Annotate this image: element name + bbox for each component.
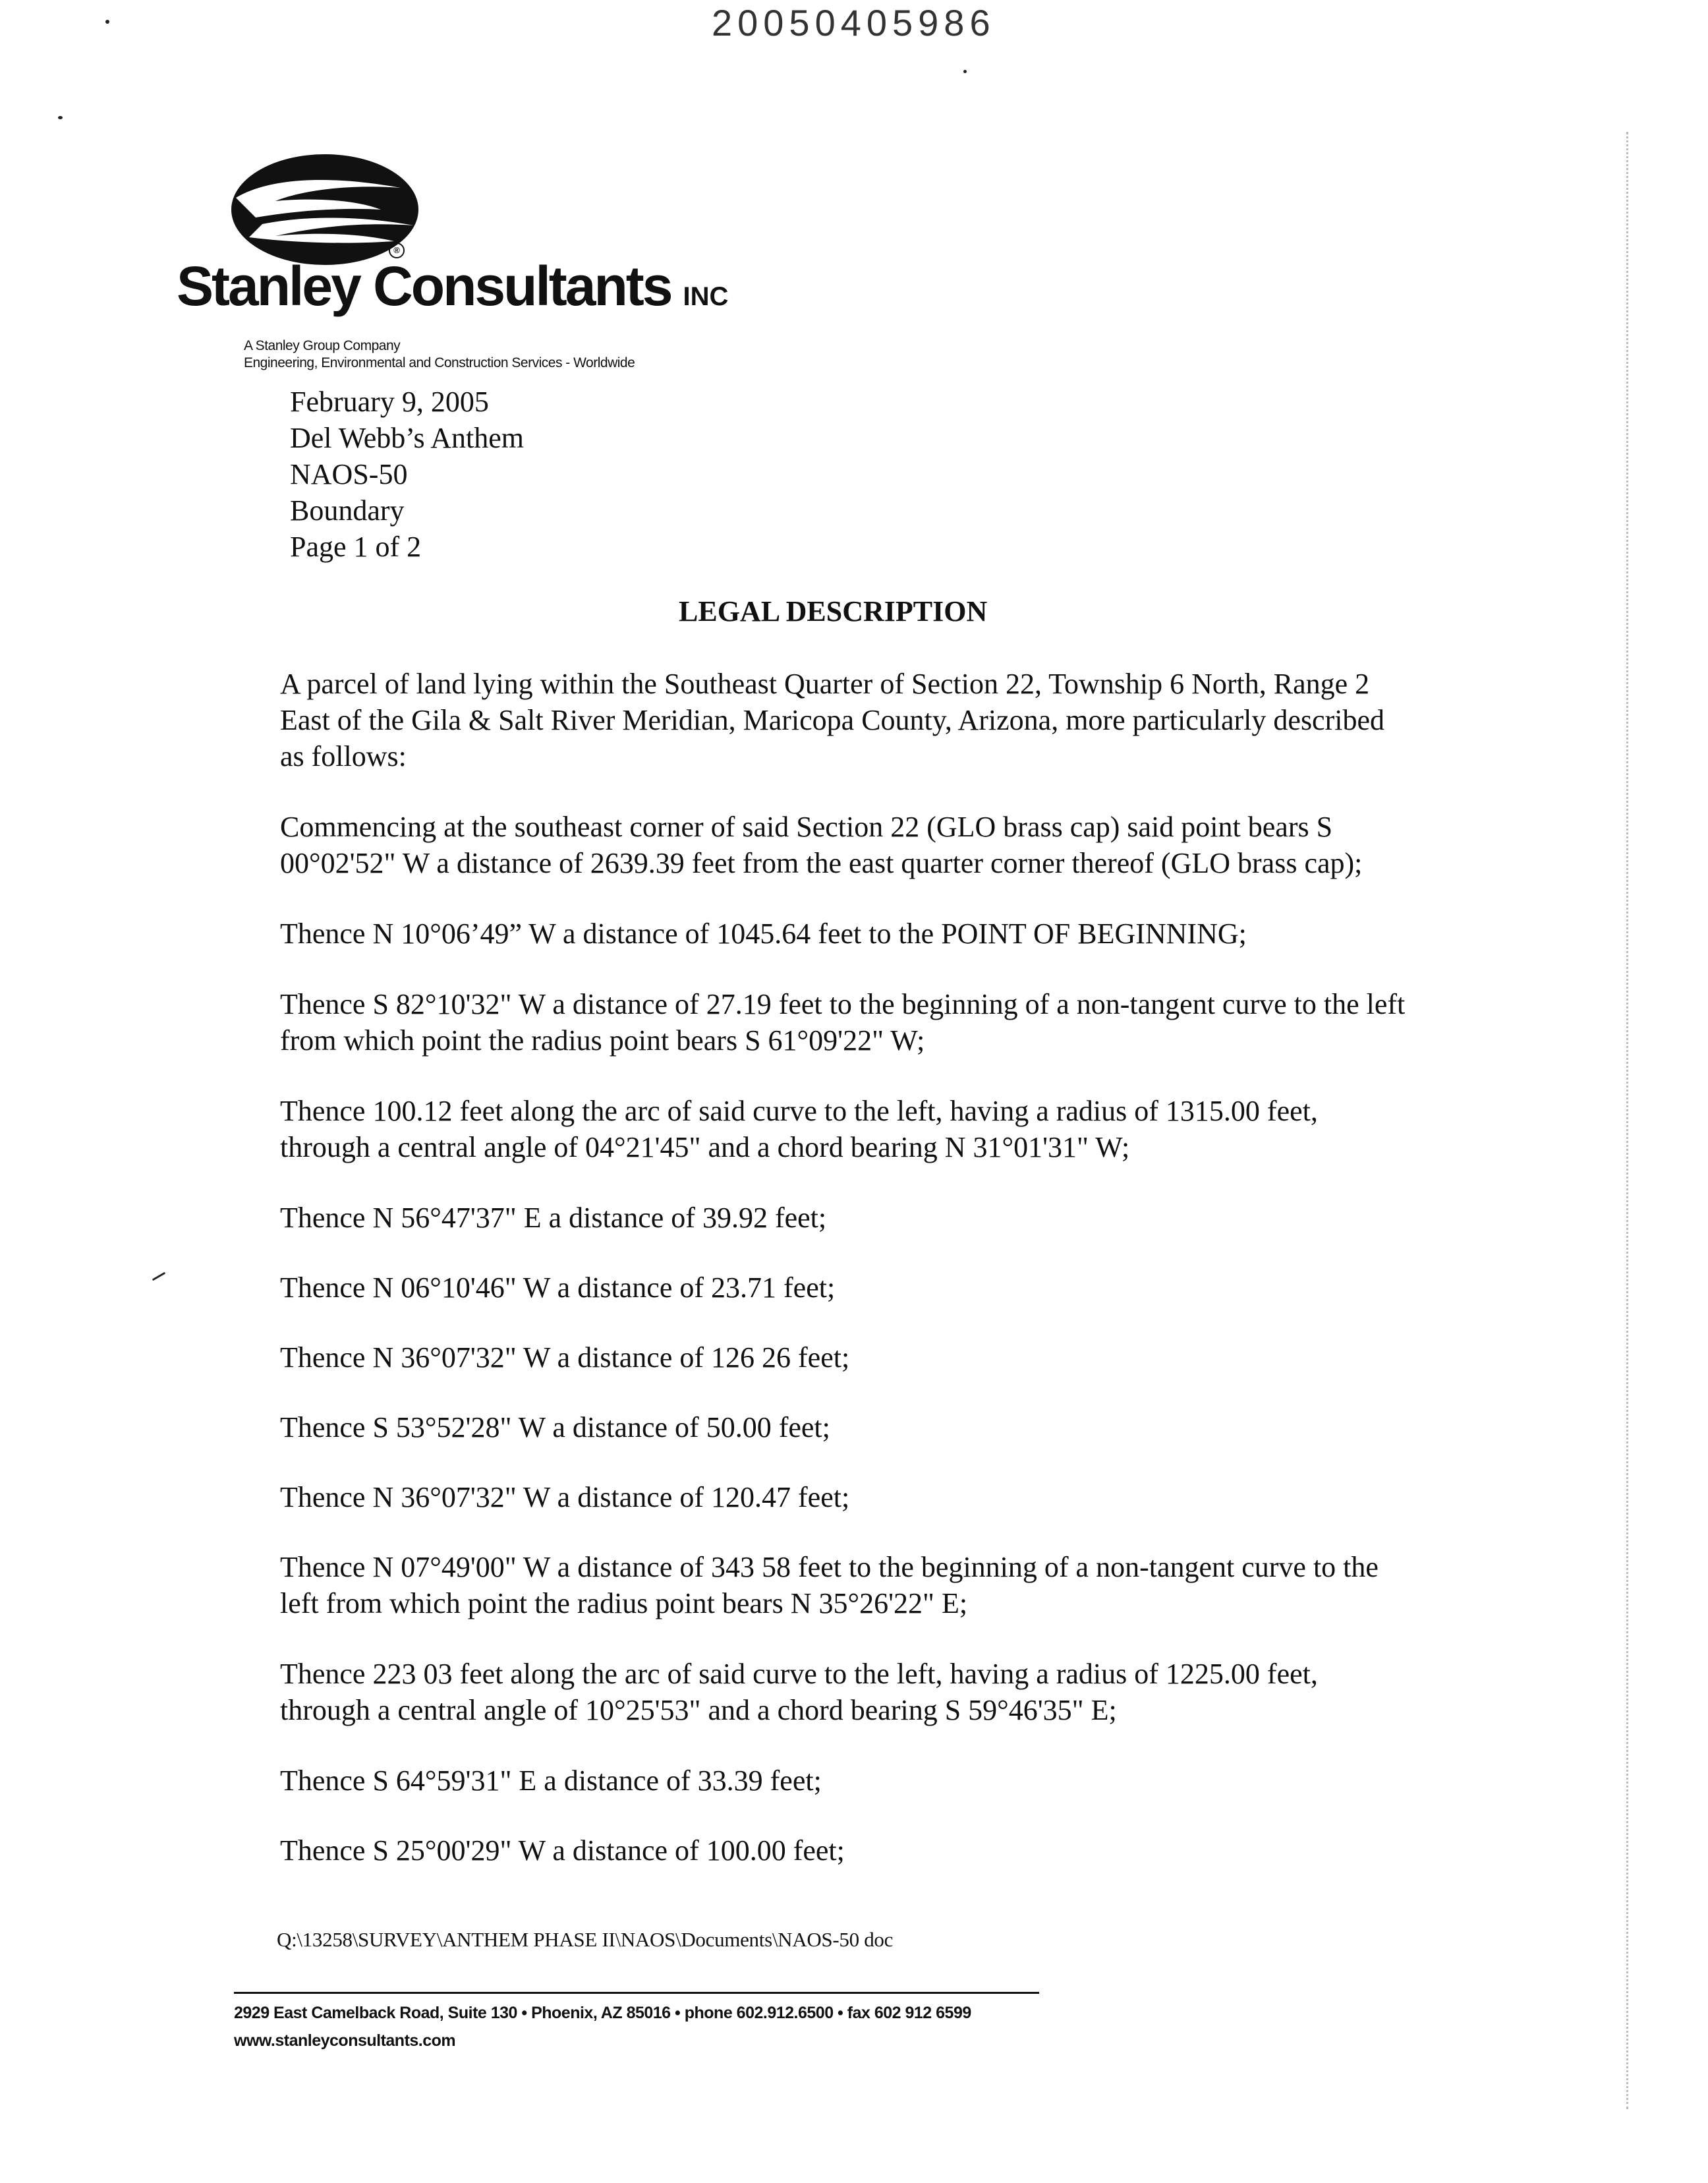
paragraph-course: Thence S 82°10'32" W a distance of 27.19 feet to the beginning of a non-tangent curve to the left from which point the radius point bears S 61°09'22" W; (280, 988, 1406, 1057)
company-name-text: Stanley Consultants (177, 255, 671, 317)
header-page-number: Page 1 of 2 (290, 531, 422, 563)
tagline-line-2: Engineering, Environmental and Construction Services - Worldwide (244, 355, 635, 370)
paragraph-course: Thence N 07°49'00" W a distance of 343 58 feet to the beginning of a non-tangent curve to the left from which point the radius point bears N 35°26'22" E; (280, 1551, 1379, 1619)
paragraph-course: Thence N 06°10'46" W a distance of 23.71 feet; (280, 1271, 836, 1304)
header-parcel: NAOS-50 (290, 458, 408, 490)
document-number: 20050405986 (712, 2, 996, 44)
paragraph-course: Thence N 36°07'32" W a distance of 120.47 feet; (280, 1481, 850, 1513)
header-date: February 9, 2005 (290, 386, 489, 418)
company-suffix: INC (683, 282, 729, 311)
paragraph-course: Thence N 10°06’49” W a distance of 1045.64 feet to the POINT OF BEGINNING; (280, 917, 1247, 950)
footer-address: 2929 East Camelback Road, Suite 130 • Phoenix, AZ 85016 • phone 602.912.6500 • fax 602 912 6599 (234, 2004, 971, 2022)
document-title: LEGAL DESCRIPTION (679, 595, 988, 627)
footer-website: www.stanleyconsultants.com (234, 2031, 456, 2050)
paragraph-parcel-intro: A parcel of land lying within the Southeast Quarter of Section 22, Township 6 North, Range 2 East of the Gila & Salt River Meridian, Maricopa County, Arizona, more particularly described as follows: (280, 668, 1384, 772)
scan-margin-line (1626, 132, 1628, 2109)
paragraph-course: Thence 100.12 feet along the arc of said curve to the left, having a radius of 1315.00 feet, through a central angle of 04°21'45" and a chord bearing N 31°01'31" W; (280, 1095, 1318, 1163)
scan-speck (963, 70, 967, 73)
registered-mark: ® (389, 243, 405, 258)
paragraph-commencing: Commencing at the southeast corner of said Section 22 (GLO brass cap) said point bears S 00°02'52" W a distance of 2639.39 feet from the east quarter corner thereof (GLO brass cap); (280, 811, 1363, 879)
paragraph-course: Thence N 56°47'37" E a distance of 39.92 feet; (280, 1202, 827, 1234)
document-header-block (290, 384, 524, 565)
scan-speck (58, 116, 63, 119)
scan-speck (152, 1272, 166, 1281)
paragraph-course: Thence S 53°52'28" W a distance of 50.00 feet; (280, 1411, 830, 1443)
paragraph-course: Thence S 64°59'31" E a distance of 33.39 feet; (280, 1764, 822, 1797)
paragraph-course: Thence S 25°00'29" W a distance of 100.00 feet; (280, 1834, 845, 1867)
file-path: Q:\13258\SURVEY\ANTHEM PHASE II\NAOS\Documents\NAOS-50 doc (277, 1928, 894, 1951)
paragraph-course: Thence 223 03 feet along the arc of said curve to the left, having a radius of 1225.00 feet, through a central angle of 10°25'53" and a chord bearing S 59°46'35" E; (280, 1658, 1318, 1726)
scan-speck (105, 20, 109, 24)
footer-divider (234, 1992, 1039, 1994)
paragraph-course: Thence N 36°07'32" W a distance of 126 26 feet; (280, 1341, 850, 1374)
legal-description-body (280, 666, 1413, 1902)
tagline-line-1: A Stanley Group Company (244, 338, 401, 353)
company-name (177, 254, 728, 318)
header-subject: Boundary (290, 494, 405, 527)
company-tagline (244, 337, 635, 372)
header-project: Del Webb’s Anthem (290, 422, 524, 454)
